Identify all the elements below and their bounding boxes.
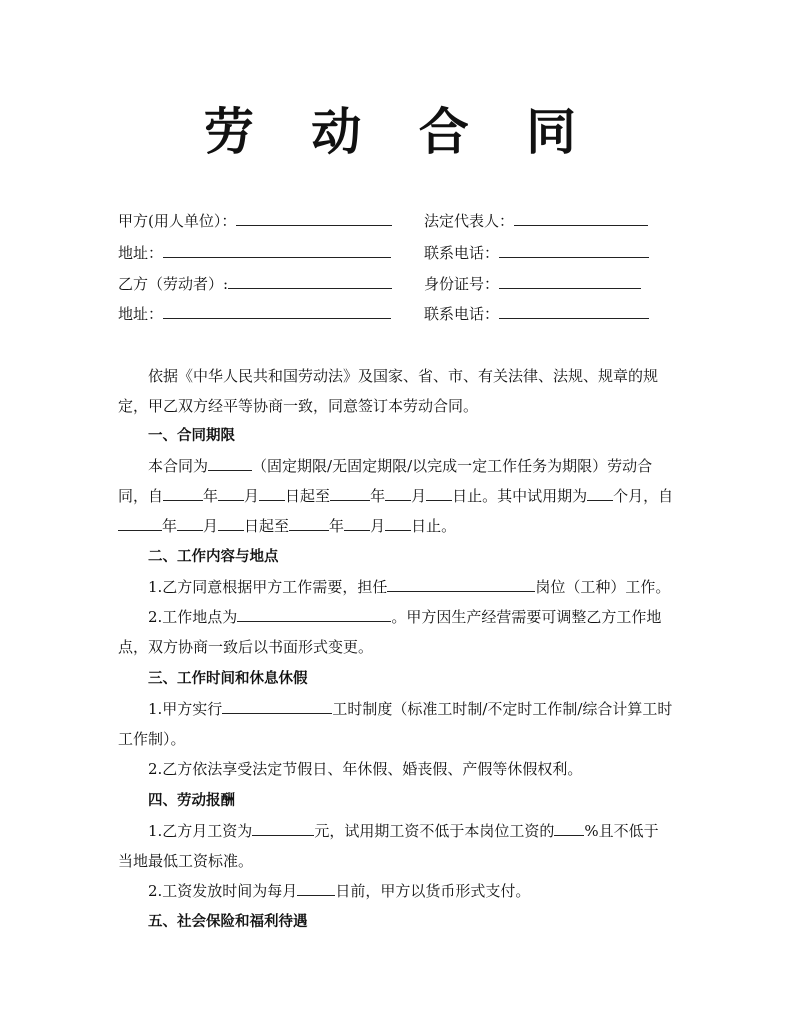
term-text: 年 <box>203 487 219 505</box>
probation-months-blank[interactable] <box>587 484 613 501</box>
start-day-blank[interactable] <box>259 484 285 501</box>
probation-end-year-blank[interactable] <box>289 514 329 531</box>
section-remuneration <box>118 786 684 906</box>
pay-text: 1.乙方月工资为 <box>148 822 253 840</box>
party-a-phone-field[interactable] <box>424 240 649 265</box>
party-b-address-label: 地址： <box>118 305 164 323</box>
hours-text: 工时制度（标准工时制/不定时工作制/综合计算工时 <box>332 700 673 718</box>
intro-paragraph <box>118 361 684 421</box>
end-day-blank[interactable] <box>426 484 452 501</box>
section-work-hours <box>118 664 684 784</box>
id-number-field[interactable] <box>424 271 641 296</box>
party-a-name-blank[interactable] <box>236 208 392 226</box>
section-3-heading: 三、工作时间和休息休假 <box>148 671 308 687</box>
end-year-blank[interactable] <box>330 484 370 501</box>
term-text: （固定期限/无固定期限/以完成一定工作任务为期限）劳动合 <box>252 457 653 475</box>
party-b-address-row <box>118 301 678 325</box>
legal-rep-field[interactable] <box>424 208 648 233</box>
section-1-heading: 一、合同期限 <box>148 428 235 444</box>
probation-end-day-blank[interactable] <box>385 514 411 531</box>
pay-text: 日前，甲方以货币形式支付。 <box>335 882 531 900</box>
party-b-phone-blank[interactable] <box>499 301 649 319</box>
section-contract-term <box>118 421 684 541</box>
party-a-address-row <box>118 240 678 264</box>
pay-text: %且不低于 <box>584 822 659 840</box>
party-b-name-blank[interactable] <box>228 271 392 289</box>
pay-day-blank[interactable] <box>297 879 335 896</box>
pay-text: 元，试用期工资不低于本岗位工资的 <box>314 822 555 840</box>
hours-text: 1.甲方实行 <box>148 700 223 718</box>
party-a-phone-label: 联系电话： <box>424 244 500 262</box>
term-text: 日起至 <box>285 487 331 505</box>
probation-start-month-blank[interactable] <box>177 514 203 531</box>
work-hour-system-blank[interactable] <box>222 697 332 714</box>
party-a-address-label: 地址： <box>118 244 164 262</box>
work-line-3: 点，双方协商一致后以书面形式变更。 <box>118 638 374 656</box>
work-text: 岗位（工种）工作。 <box>535 578 671 596</box>
term-line-3 <box>118 511 684 541</box>
work-location-blank[interactable] <box>237 605 391 622</box>
term-text: 年 <box>370 487 386 505</box>
id-number-blank[interactable] <box>499 271 641 289</box>
section-work-content <box>118 542 684 662</box>
term-text: 本合同为 <box>148 457 209 475</box>
probation-start-day-blank[interactable] <box>218 514 244 531</box>
term-text: 年 <box>329 517 345 535</box>
party-a-name-field[interactable] <box>118 208 392 233</box>
party-b-phone-field[interactable] <box>424 301 649 326</box>
id-number-label: 身份证号： <box>424 275 500 293</box>
term-type-blank[interactable] <box>208 454 252 471</box>
party-a-phone-blank[interactable] <box>499 240 649 258</box>
term-line-2 <box>118 481 684 511</box>
probation-percent-blank[interactable] <box>554 819 584 836</box>
party-a-address-blank[interactable] <box>163 240 391 258</box>
party-b-name-label: 乙方（劳动者）: <box>118 275 229 293</box>
term-text: 日止。其中试用期为 <box>452 487 588 505</box>
start-year-blank[interactable] <box>163 484 203 501</box>
pay-line-3 <box>118 876 684 906</box>
section-4-heading: 四、劳动报酬 <box>148 793 235 809</box>
hours-line-1 <box>118 694 684 724</box>
party-a-row <box>118 208 678 232</box>
party-b-name-field[interactable] <box>118 271 392 296</box>
end-month-blank[interactable] <box>385 484 411 501</box>
work-text: 2.工作地点为 <box>148 608 238 626</box>
term-line-1 <box>118 451 684 481</box>
work-text: 。甲方因生产经营需要可调整乙方工作地 <box>391 608 662 626</box>
term-text: 日止。 <box>411 517 457 535</box>
party-b-address-blank[interactable] <box>163 301 391 319</box>
pay-line-1 <box>118 816 684 846</box>
term-text: 年 <box>162 517 178 535</box>
hours-line-2: 工作制）。 <box>118 730 186 748</box>
probation-start-year-blank[interactable] <box>118 514 162 531</box>
section-2-heading: 二、工作内容与地点 <box>148 549 279 565</box>
party-b-phone-label: 联系电话： <box>424 305 500 323</box>
party-b-address-field[interactable] <box>118 301 391 326</box>
term-text: 日起至 <box>244 517 290 535</box>
party-a-name-label: 甲方(用人单位）： <box>118 212 237 230</box>
intro-line-2: 定，甲乙双方经平等协商一致，同意签订本劳动合同。 <box>118 397 479 415</box>
hours-line-3: 2.乙方依法享受法定节假日、年休假、婚丧假、产假等休假权利。 <box>148 760 583 778</box>
section-5-heading: 五、社会保险和福利待遇 <box>148 914 308 930</box>
legal-rep-blank[interactable] <box>514 208 648 226</box>
contract-title: 劳 动 合 同 <box>203 103 597 161</box>
term-text: 月 <box>370 517 386 535</box>
term-text: 个月，自 <box>613 487 674 505</box>
work-text: 1.乙方同意根据甲方工作需要，担任 <box>148 578 388 596</box>
term-text: 月 <box>203 517 219 535</box>
pay-line-2: 当地最低工资标准。 <box>118 852 254 870</box>
start-month-blank[interactable] <box>218 484 244 501</box>
party-a-address-field[interactable] <box>118 240 391 265</box>
term-text: 月 <box>411 487 427 505</box>
work-line-2 <box>118 602 684 632</box>
work-line-1 <box>118 572 684 602</box>
pay-text: 2.工资发放时间为每月 <box>148 882 298 900</box>
term-text: 月 <box>244 487 260 505</box>
legal-rep-label: 法定代表人： <box>424 212 515 230</box>
intro-line-1: 依据《中华人民共和国劳动法》及国家、省、市、有关法律、法规、规章的规 <box>148 367 659 385</box>
position-blank[interactable] <box>387 575 535 592</box>
term-text: 同，自 <box>118 487 164 505</box>
probation-end-month-blank[interactable] <box>344 514 370 531</box>
monthly-salary-blank[interactable] <box>252 819 314 836</box>
section-social-insurance <box>118 907 684 937</box>
party-b-row <box>118 271 678 295</box>
